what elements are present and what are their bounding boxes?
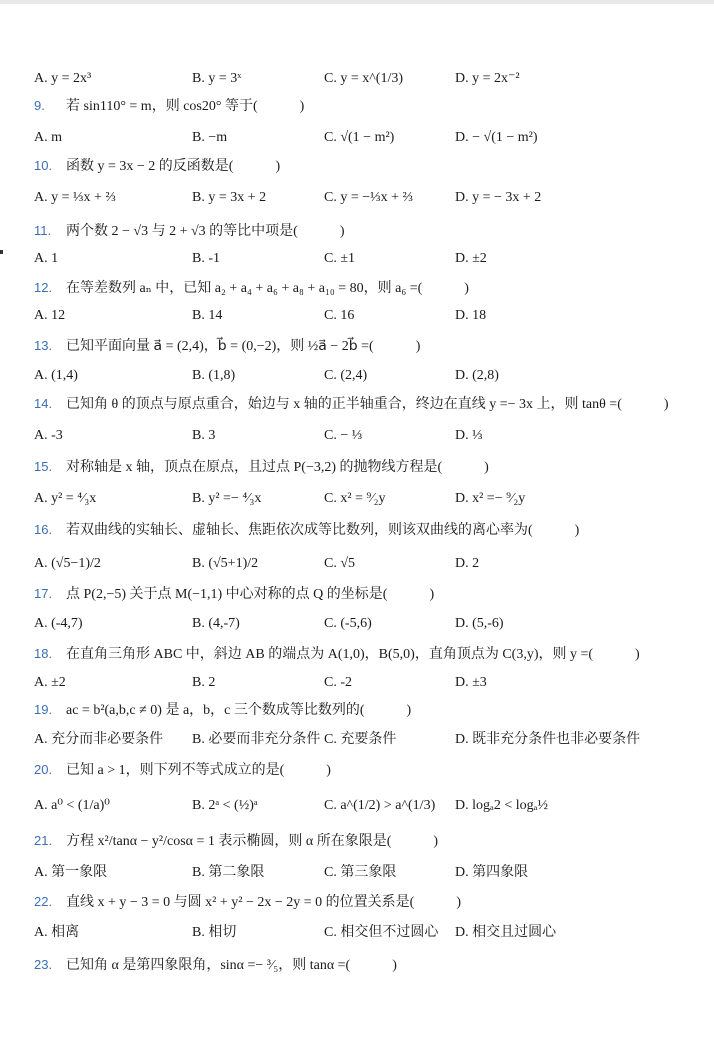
option-a[interactable]: A. y = ⅓x + ⅔ <box>34 190 116 205</box>
option-a[interactable]: A. 1 <box>34 251 59 266</box>
option-a[interactable]: A. m <box>34 130 62 145</box>
option-c[interactable]: C. y = x^(1/3) <box>324 71 404 86</box>
question-text: 两个数 2 − √3 与 2 + √3 的等比中项是( ) <box>66 224 345 239</box>
question-text: ac = b²(a,b,c ≠ 0) 是 a，b，c 三个数成等比数列的( ) <box>66 703 412 718</box>
option-b[interactable]: B. (1,8) <box>192 368 236 383</box>
option-c[interactable]: C. 16 <box>324 308 355 323</box>
option-c[interactable]: C. y = −⅓x + ⅔ <box>324 190 414 205</box>
question-text: 已知 a > 1，则下列不等式成立的是( ) <box>66 763 331 778</box>
question-text: 若双曲线的实轴长、虚轴长、焦距依次成等比数列，则该双曲线的离心率为( ) <box>66 523 580 538</box>
option-d[interactable]: D. ±3 <box>455 675 487 690</box>
option-c[interactable]: C. x² = ⁹⁄₂y <box>324 491 386 506</box>
question-text: 点 P(2,−5) 关于点 M(−1,1) 中心对称的点 Q 的坐标是( ) <box>66 587 435 602</box>
option-a[interactable]: A. y² = ⁴⁄₃x <box>34 491 97 506</box>
option-a[interactable]: A. 充分而非必要条件 <box>34 732 164 747</box>
option-b[interactable]: B. y² =− ⁴⁄₃x <box>192 491 262 506</box>
scan-edge-mark <box>0 250 3 254</box>
option-c[interactable]: C. − ⅓ <box>324 428 363 443</box>
option-d[interactable]: D. ±2 <box>455 251 487 266</box>
question-number: 21. <box>34 833 53 848</box>
question-number: 17. <box>34 586 53 601</box>
question-number: 12. <box>34 280 53 295</box>
option-c[interactable]: C. -2 <box>324 675 352 690</box>
option-b[interactable]: B. (4,-7) <box>192 616 240 631</box>
option-b[interactable]: B. 相切 <box>192 925 237 940</box>
question-number: 13. <box>34 338 53 353</box>
option-b[interactable]: B. (√5+1)/2 <box>192 556 259 571</box>
question-number: 23. <box>34 957 53 972</box>
option-d[interactable]: D. (2,8) <box>455 368 499 383</box>
option-b[interactable]: B. -1 <box>192 251 220 266</box>
option-a[interactable]: A. 12 <box>34 308 66 323</box>
question-stem-18 <box>34 645 694 664</box>
option-c[interactable]: C. √(1 − m²) <box>324 130 395 145</box>
option-b[interactable]: B. −m <box>192 130 228 145</box>
question-text: 已知平面向量 a⃗ = (2,4)，b⃗ = (0,−2)，则 ½a⃗ − 2b⃗ =( ) <box>66 339 421 354</box>
question-text: 在直角三角形 ABC 中，斜边 AB 的端点为 A(1,0)，B(5,0)，直角顶点为 C(3,y)，则 y =( ) <box>66 647 640 662</box>
option-a[interactable]: A. 第一象限 <box>34 865 108 880</box>
option-d[interactable]: D. y = 2x⁻² <box>455 71 520 86</box>
question-stem-17 <box>34 585 694 604</box>
question-stem-14 <box>34 395 694 414</box>
question-text: 若 sin110° = m，则 cos20° 等于( ) <box>66 99 305 114</box>
question-text: 已知角 θ 的顶点与原点重合，始边与 x 轴的正半轴重合，终边在直线 y =− 3x 上，则 tanθ =( ) <box>66 397 669 412</box>
option-c[interactable]: C. 第三象限 <box>324 865 397 880</box>
question-number: 18. <box>34 646 53 661</box>
question-stem-11 <box>34 222 694 241</box>
question-number: 22. <box>34 894 53 909</box>
question-stem-15 <box>34 458 694 477</box>
question-number: 14. <box>34 396 53 411</box>
question-stem-21 <box>34 832 694 851</box>
option-a[interactable]: A. 相离 <box>34 925 80 940</box>
option-b[interactable]: B. 14 <box>192 308 223 323</box>
option-b[interactable]: B. 必要而非充分条件 <box>192 732 321 747</box>
option-d[interactable]: D. − √(1 − m²) <box>455 130 538 145</box>
question-number: 20. <box>34 762 53 777</box>
option-d[interactable]: D. logₐ2 < logₐ½ <box>455 798 548 813</box>
question-number: 9. <box>34 98 45 113</box>
question-stem-10 <box>34 157 694 176</box>
option-c[interactable]: C. (2,4) <box>324 368 368 383</box>
option-b[interactable]: B. y = 3ˣ <box>192 71 242 86</box>
question-number: 16. <box>34 522 53 537</box>
option-b[interactable]: B. y = 3x + 2 <box>192 190 267 205</box>
question-stem-22 <box>34 893 694 912</box>
question-text: 已知角 α 是第四象限角，sinα =− ³⁄₅，则 tanα =( ) <box>66 958 397 973</box>
option-a[interactable]: A. (1,4) <box>34 368 78 383</box>
option-c[interactable]: C. √5 <box>324 556 356 571</box>
option-d[interactable]: D. 18 <box>455 308 487 323</box>
question-stem-19 <box>34 701 694 720</box>
question-text: 函数 y = 3x − 2 的反函数是( ) <box>66 159 281 174</box>
question-text: 方程 x²/tanα − y²/cosα = 1 表示椭圆，则 α 所在象限是( ) <box>66 834 439 849</box>
question-stem-13 <box>34 337 694 356</box>
option-c[interactable]: C. (-5,6) <box>324 616 372 631</box>
option-a[interactable]: A. -3 <box>34 428 63 443</box>
option-d[interactable]: D. 既非充分条件也非必要条件 <box>455 732 641 747</box>
question-text: 在等差数列 aₙ 中，已知 a₂ + a₄ + a₆ + a₈ + a₁₀ = 80，则 a₆ =( ) <box>66 281 469 296</box>
question-number: 11. <box>34 223 52 238</box>
option-d[interactable]: D. 第四象限 <box>455 865 529 880</box>
option-b[interactable]: B. 2ᵃ < (½)ᵃ <box>192 798 258 813</box>
option-b[interactable]: B. 3 <box>192 428 216 443</box>
question-number: 15. <box>34 459 53 474</box>
option-d[interactable]: D. 2 <box>455 556 480 571</box>
option-a[interactable]: A. (-4,7) <box>34 616 83 631</box>
question-number: 19. <box>34 702 53 717</box>
option-c[interactable]: C. 相交但不过圆心 <box>324 925 439 940</box>
question-text: 对称轴是 x 轴，顶点在原点，且过点 P(−3,2) 的抛物线方程是( ) <box>66 460 489 475</box>
option-a[interactable]: A. y = 2x³ <box>34 71 92 86</box>
option-d[interactable]: D. ⅓ <box>455 428 483 443</box>
option-b[interactable]: B. 2 <box>192 675 216 690</box>
option-c[interactable]: C. a^(1/2) > a^(1/3) <box>324 798 436 813</box>
question-stem-12 <box>34 279 694 298</box>
option-d[interactable]: D. (5,-6) <box>455 616 504 631</box>
question-stem-16 <box>34 521 694 540</box>
option-a[interactable]: A. (√5−1)/2 <box>34 556 101 571</box>
option-c[interactable]: C. 充要条件 <box>324 732 397 747</box>
question-stem-20 <box>34 761 694 780</box>
option-b[interactable]: B. 第二象限 <box>192 865 265 880</box>
option-c[interactable]: C. ±1 <box>324 251 356 266</box>
option-d[interactable]: D. x² =− ⁹⁄₂y <box>455 491 526 506</box>
page-top-border <box>0 0 714 4</box>
option-a[interactable]: A. ±2 <box>34 675 66 690</box>
question-number: 10. <box>34 158 53 173</box>
question-stem-23 <box>34 956 694 975</box>
option-d[interactable]: D. 相交且过圆心 <box>455 925 557 940</box>
question-text: 直线 x + y − 3 = 0 与圆 x² + y² − 2x − 2y = 0 的位置关系是( ) <box>66 895 461 910</box>
question-stem-9 <box>34 97 694 116</box>
option-a[interactable]: A. a⁰ < (1/a)⁰ <box>34 798 110 813</box>
option-d[interactable]: D. y = − 3x + 2 <box>455 190 542 205</box>
